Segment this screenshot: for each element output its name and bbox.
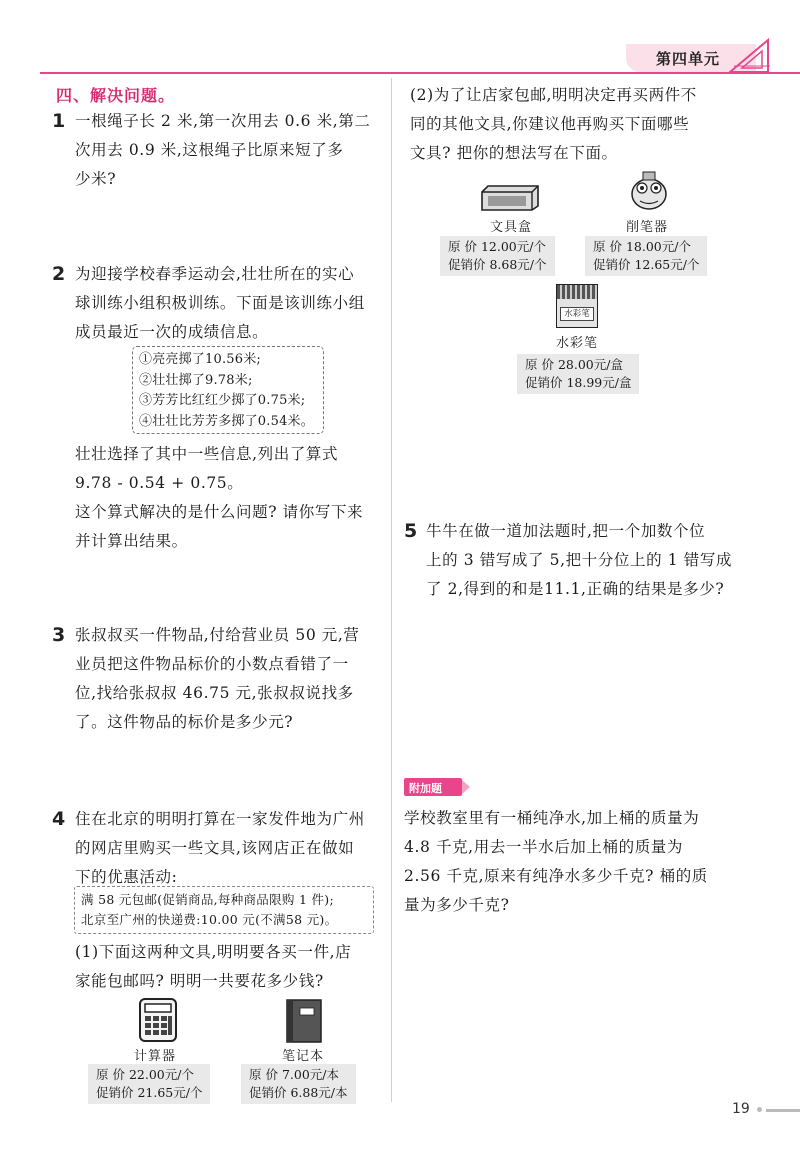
extra-question-text — [404, 804, 748, 920]
info-item: ④壮壮比芳芳多掷了0.54米。 — [139, 413, 314, 429]
q1-line: 一根绳子长 2 米,第一次用去 0.6 米,第二 — [75, 112, 371, 130]
original-price: 原 价 22.00元/个 — [96, 1067, 194, 1082]
page-dot — [757, 1107, 762, 1112]
extra-question-tag: 附加题 — [404, 778, 462, 796]
promo-price: 促销价 12.65元/个 — [593, 257, 700, 272]
q4-sub2-line: 同的其他文具,你建议他再购买下面哪些 — [410, 115, 690, 133]
price-box-calculator — [88, 1064, 210, 1104]
q3-line: 了。这件物品的标价是多少元? — [75, 713, 294, 731]
question-2-text — [75, 260, 385, 347]
promo-line: 北京至广州的快递费:10.00 元(不满58 元)。 — [81, 912, 338, 927]
q1-line: 次用去 0.9 米,这根绳子比原来短了多 — [75, 141, 344, 159]
q3-line: 张叔叔买一件物品,付给营业员 50 元,营 — [75, 626, 360, 644]
q3-line: 业员把这件物品标价的小数点看错了一 — [75, 655, 349, 673]
question-number-2: 2 — [52, 263, 66, 285]
original-price: 原 价 28.00元/盒 — [525, 357, 623, 372]
question-number-5: 5 — [404, 520, 418, 542]
original-price: 原 价 18.00元/个 — [593, 239, 691, 254]
extra-line: 量为多少千克? — [404, 896, 510, 914]
watercolor-box-label: 水彩笔 — [560, 307, 594, 321]
price-box-notebook — [241, 1064, 356, 1104]
q5-line: 牛牛在做一道加法题时,把一个加数个位 — [426, 522, 706, 540]
pencil-case-icon — [478, 182, 542, 212]
promo-line: 满 58 元包邮(促销商品,每种商品限购 1 件); — [81, 892, 334, 907]
price-box-pencil-case — [440, 236, 555, 276]
original-price: 原 价 12.00元/个 — [448, 239, 546, 254]
q4-sub2-line: 文具? 把你的想法写在下面。 — [410, 144, 618, 162]
question-2-followup — [75, 440, 385, 556]
q2-line: 为迎接学校春季运动会,壮壮所在的实心 — [75, 265, 355, 283]
q4-line: 住在北京的明明打算在一家发件地为广州 — [75, 810, 365, 828]
q2-line: 成员最近一次的成绩信息。 — [75, 323, 269, 341]
q4-line: 的网店里购买一些文具,该网店正在做如 — [75, 839, 355, 857]
section-title: 四、解决问题。 — [56, 86, 176, 105]
item-pencil-case-label: 文具盒 — [490, 220, 533, 235]
promo-price: 促销价 6.88元/本 — [249, 1085, 348, 1100]
q2-line: 球训练小组积极训练。下面是该训练小组 — [75, 294, 365, 312]
extra-line: 学校教室里有一桶纯净水,加上桶的质量为 — [404, 809, 700, 827]
question-number-1: 1 — [52, 110, 66, 132]
header-rule — [40, 72, 800, 74]
question-number-3: 3 — [52, 624, 66, 646]
item-sharpener-label: 削笔器 — [626, 220, 669, 235]
item-notebook-label: 笔记本 — [282, 1049, 325, 1064]
extra-line: 2.56 千克,原来有纯净水多少千克? 桶的质 — [404, 867, 708, 885]
item-calculator-label: 计算器 — [134, 1049, 177, 1064]
q5-line: 了 2,得到的和是11.1,正确的结果是多少? — [426, 580, 725, 598]
unit-label: 第四单元 — [656, 50, 721, 68]
ruler-triangle-icon — [728, 36, 772, 74]
promo-price: 促销价 21.65元/个 — [96, 1085, 203, 1100]
question-number-4: 4 — [52, 808, 66, 830]
calculator-icon — [139, 998, 177, 1042]
price-box-sharpener — [585, 236, 707, 276]
promo-box — [74, 886, 374, 934]
question-5-text — [426, 517, 744, 604]
question-1-text — [75, 107, 385, 194]
q3-line: 位,找给张叔叔 46.75 元,张叔叔说找多 — [75, 684, 354, 702]
q4-sub1-line: (1)下面这两种文具,明明要各买一件,店 — [75, 943, 352, 961]
original-price: 原 价 7.00元/本 — [249, 1067, 339, 1082]
q1-line: 少米? — [75, 170, 117, 188]
q2-after-line: 9.78 - 0.54 + 0.75。 — [75, 474, 244, 492]
question-4-text — [75, 805, 385, 892]
page-number: 19 — [732, 1101, 750, 1117]
question-4-part-2 — [410, 81, 746, 168]
q2-after-line: 并计算出结果。 — [75, 532, 188, 550]
watercolor-pens-icon — [556, 284, 598, 328]
q4-sub2-line: (2)为了让店家包邮,明明决定再买两件不 — [410, 86, 697, 104]
sharpener-icon — [628, 170, 670, 212]
q4-sub1-line: 家能包邮吗? 明明一共要花多少钱? — [75, 972, 324, 990]
price-box-watercolor — [517, 354, 639, 394]
q5-line: 上的 3 错写成了 5,把十分位上的 1 错写成 — [426, 551, 733, 569]
extra-line: 4.8 千克,用去一半水后加上桶的质量为 — [404, 838, 684, 856]
question-4-part-1 — [75, 938, 385, 996]
item-watercolor-label: 水彩笔 — [556, 336, 599, 351]
promo-price: 促销价 8.68元/个 — [448, 257, 547, 272]
info-item: ①亮亮掷了10.56米; — [139, 352, 261, 367]
info-box — [132, 346, 324, 434]
q4-line: 下的优惠活动: — [75, 868, 178, 886]
info-item: ②壮壮掷了9.78米; — [139, 372, 253, 388]
page-rule — [766, 1109, 800, 1112]
notebook-icon — [286, 999, 322, 1043]
info-item: ③芳芳比红红少掷了0.75米; — [139, 393, 306, 408]
q2-after-line: 这个算式解决的是什么问题? 请你写下来 — [75, 503, 364, 521]
pen-tips — [557, 285, 597, 299]
q2-after-line: 壮壮选择了其中一些信息,列出了算式 — [75, 445, 339, 463]
column-divider — [391, 78, 392, 1102]
question-3-text — [75, 621, 385, 737]
promo-price: 促销价 18.99元/盒 — [525, 375, 632, 390]
